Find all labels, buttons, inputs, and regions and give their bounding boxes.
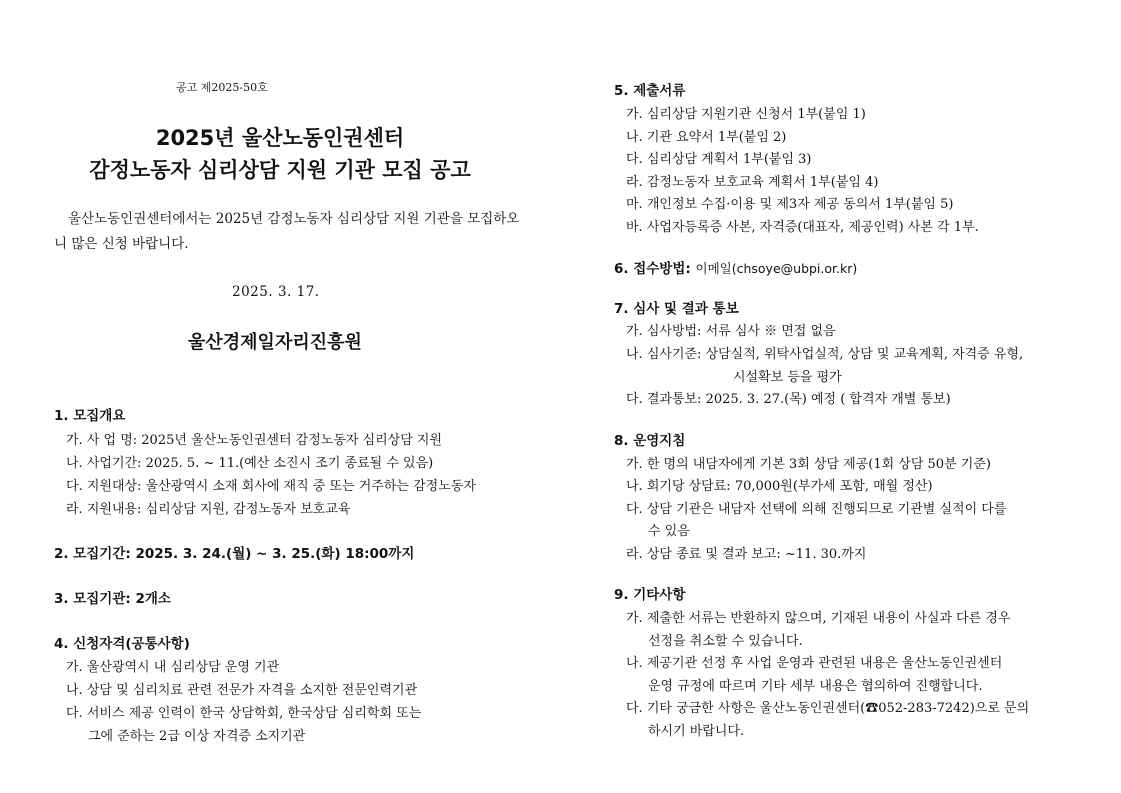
section-8-item: 다. 상담 기관은 내담자 선택에 의해 진행되므로 기관별 실적이 다를: [626, 502, 1007, 517]
section-8-heading: 8. 운영지침: [614, 433, 686, 449]
section-7-heading: 7. 심사 및 결과 통보: [614, 301, 739, 317]
section-5-item: 마. 개인정보 수집·이용 및 제3자 제공 동의서 1부(붙임 5): [626, 197, 954, 212]
section-1-item: 가. 사 업 명: 2025년 울산노동인권센터 감정노동자 심리상담 지원: [66, 433, 443, 448]
section-1-item: 라. 지원내용: 심리상담 지원, 감정노동자 보호교육: [66, 502, 351, 517]
section-9-item-continued: 운영 규정에 따르며 기타 세부 내용은 협의하여 진행합니다.: [648, 679, 983, 694]
section-8-item: 라. 상담 종료 및 결과 보고: ~11. 30.까지: [626, 547, 867, 562]
section-9-item: 나. 제공기관 선정 후 사업 운영과 관련된 내용은 울산노동인권센터: [626, 656, 1003, 671]
section-5-heading: 5. 제출서류: [614, 83, 686, 99]
section-2-heading: 2. 모집기간: 2025. 3. 24.(월) ~ 3. 25.(화) 18:00까지: [54, 546, 415, 562]
section-7-item: 가. 심사방법: 서류 심사 ※ 면접 없음: [626, 324, 836, 339]
section-4-item: 다. 서비스 제공 인력이 한국 상담학회, 한국상담 심리학회 또는: [66, 706, 422, 721]
submission-email: 이메일(chsoye@ubpi.or.kr): [695, 261, 858, 276]
section-5-item: 나. 기관 요약서 1부(붙임 2): [626, 130, 787, 145]
section-8-item-continued: 수 있음: [648, 524, 690, 539]
title-line-2: 감정노동자 심리상담 지원 기관 모집 공고: [89, 158, 471, 182]
section-7-item: 나. 심사기준: 상담실적, 위탁사업실적, 상담 및 교육계획, 자격증 유형,: [626, 347, 1024, 362]
section-4-item: 나. 상담 및 심리치료 관련 전문가 자격을 소지한 전문인력기관: [66, 683, 418, 698]
intro-paragraph: 울산노동인권센터에서는 2025년 감정노동자 심리상담 지원 기관을 모집하오니 많은 신청 바랍니다.: [54, 211, 520, 252]
title-line-1: 2025년 울산노동인권센터: [155, 126, 405, 150]
section-5-item: 바. 사업자등록증 사본, 자격증(대표자, 제공인력) 사본 각 1부.: [626, 220, 979, 235]
section-5-item: 다. 심리상담 계획서 1부(붙임 3): [626, 152, 812, 167]
section-6-heading: [614, 257, 857, 277]
section-4-item-continued: 그에 준하는 2급 이상 자격증 소지기관: [88, 729, 306, 744]
section-3-heading: 3. 모집기관: 2개소: [54, 591, 171, 607]
section-1-item: 다. 지원대상: 울산광역시 소재 회사에 재직 중 또는 거주하는 감정노동자: [66, 479, 476, 494]
section-4-heading: 4. 신청자격(공통사항): [54, 636, 190, 652]
section-9-item: 다. 기타 궁금한 사항은 울산노동인권센터(☎052-283-7242)으로 문의: [626, 701, 1030, 716]
section-8-item: 나. 회기당 상담료: 70,000원(부가세 포함, 매월 정산): [626, 479, 933, 494]
section-5-item: 가. 심리상담 지원기관 신청서 1부(붙임 1): [626, 107, 866, 122]
section-6-label: 6. 접수방법:: [614, 261, 691, 277]
section-7-item: 다. 결과통보: 2025. 3. 27.(목) 예정 ( 합격자 개별 통보): [626, 392, 951, 407]
section-9-item-continued: 하시기 바랍니다.: [648, 724, 745, 739]
section-7-item-continued: 시설확보 등을 평가: [733, 370, 842, 385]
section-4-item: 가. 울산광역시 내 심리상담 운영 기관: [66, 660, 280, 675]
section-5-item: 라. 감정노동자 보호교육 계획서 1부(붙임 4): [626, 175, 879, 190]
section-9-item: 가. 제출한 서류는 반환하지 않으며, 기재된 내용이 사실과 다른 경우: [626, 611, 1011, 626]
section-8-item: 가. 한 명의 내담자에게 기본 3회 상담 제공(1회 상담 50분 기준): [626, 457, 991, 472]
issuer-name: 울산경제일자리진흥원: [188, 332, 362, 353]
notice-number: 공고 제2025-50호: [176, 81, 268, 94]
section-9-item-continued: 선정을 취소할 수 있습니다.: [648, 634, 803, 649]
section-1-item: 나. 사업기간: 2025. 5. ~ 11.(예산 소진시 조기 종료될 수 있음): [66, 456, 434, 471]
section-9-heading: 9. 기타사항: [614, 587, 686, 603]
section-1-heading: 1. 모집개요: [54, 408, 126, 424]
notice-date: 2025. 3. 17.: [232, 284, 320, 300]
